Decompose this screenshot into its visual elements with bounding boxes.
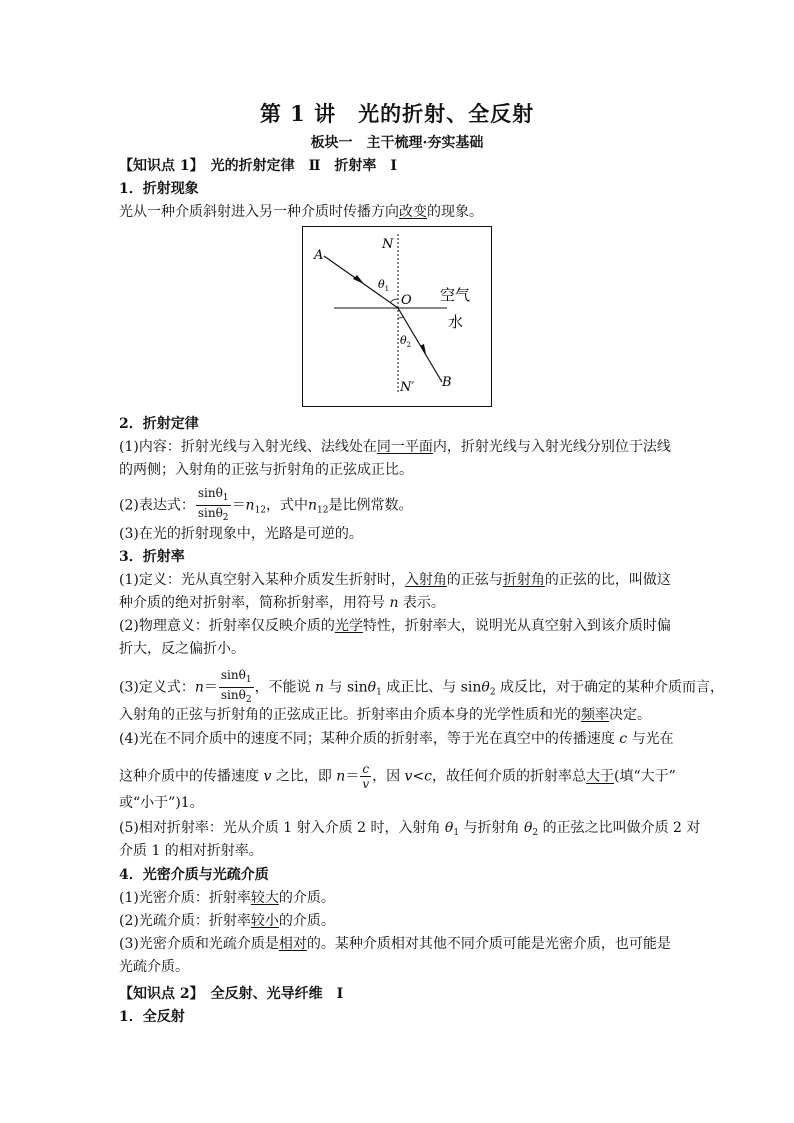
label-theta1: $\theta_1$ [378, 278, 390, 293]
speed-line-2: 这种介质中的传播速度 v 之比，即 n＝ $\frac{c}{v}$ ，因 v<c，故任何介质的折射率总大于(填“大于” [119, 762, 676, 791]
knowledge-point-1-heading: 【知识点 1】 光的折射定律 Ⅱ 折射率 Ⅰ [119, 158, 397, 174]
relative-index-line-1: (5)相对折射率：光从介质 1 射入介质 2 时，入射角 $\theta_1$ 与折射角 $\theta_2$ 的正弦之比叫做介质 2 对 [119, 820, 701, 838]
label-theta2: $\theta_2$ [400, 334, 412, 349]
theta2-arc [398, 317, 403, 318]
refraction-phenomenon-text: 光从一种介质斜射进入另一种介质时传播方向改变的现象。 [119, 204, 483, 220]
dense-medium-line: (1)光密介质：折射率较大的介质。 [119, 890, 335, 906]
law-reversibility: (3)在光的折射现象中，光路是可逆的。 [119, 526, 363, 542]
label-water: 水 [448, 313, 464, 331]
defining-formula-line: (3)定义式：n＝ $\frac{\sin\theta_1}{\sin\theta_2}$ ，不能说 n 与 sinθ$_1$ 成正比、与 sinθ$_2$ 成反比，对于确定的某种介质而言， [119, 668, 725, 705]
section-2-heading: 2．折射定律 [119, 416, 199, 432]
law-content-line-2: 的两侧；入射角的正弦与折射角的正弦成正比。 [119, 462, 413, 478]
speed-fraction: $\frac{c}{v}$ [362, 762, 370, 791]
index-definition-line-1: (1)定义：光从真空射入某种介质发生折射时，入射角的正弦与折射角的正弦的比，叫做这 [119, 572, 671, 588]
speed-line-1: (4)光在不同介质中的速度不同；某种介质的折射率，等于光在真空中的传播速度 c 与光在 [119, 731, 674, 747]
total-reflection-heading: 1．全反射 [119, 1009, 185, 1025]
relative-medium-line-2: 光疏介质。 [119, 959, 189, 975]
speed-line-3: 或“小于”)1。 [119, 795, 204, 811]
law-content-line-1: (1)内容：折射光线与入射光线、法线处在同一平面内，折射光线与入射光线分别位于法线 [119, 439, 671, 455]
label-a: A [314, 248, 324, 263]
label-air: 空气 [440, 286, 471, 304]
physical-meaning-line-2: 折大，反之偏折小。 [119, 641, 245, 657]
relative-index-line-2: 介质 1 的相对折射率。 [119, 843, 263, 859]
defining-formula-line-2: 入射角的正弦与折射角的正弦成正比。折射率由介质本身的光学性质和光的频率决定。 [119, 707, 651, 723]
section-3-heading: 3．折射率 [119, 549, 185, 565]
sine-ratio-fraction: $\frac{\sin\theta_1}{\sin\theta_2}$ [197, 486, 229, 523]
refraction-diagram [302, 226, 492, 407]
section-1-heading: 1．折射现象 [119, 181, 199, 197]
defining-fraction: $\frac{\sin\theta_1}{\sin\theta_2}$ [220, 668, 252, 705]
knowledge-point-2-heading: 【知识点 2】 全反射、光导纤维 Ⅰ [119, 986, 344, 1002]
theta1-arc [390, 299, 398, 303]
index-definition-line-2: 种介质的绝对折射率，简称折射率，用符号 n 表示。 [119, 595, 445, 611]
physical-meaning-line-1: (2)物理意义：折射率仅反映介质的光学特性，折射率大，说明光从真空射入到该介质时偏 [119, 618, 671, 634]
section-4-heading: 4．光密介质与光疏介质 [119, 867, 269, 883]
sparse-medium-line: (2)光疏介质：折射率较小的介质。 [119, 913, 335, 929]
incident-arrow-icon [353, 275, 364, 284]
page-title: 第 1 讲 光的折射、全反射 [259, 101, 535, 126]
label-o: O [401, 293, 412, 308]
label-n-prime: N′ [400, 380, 415, 395]
law-expression: (2)表达式： $\frac{\sin\theta_1}{\sin\theta_2}$ $=n_{12}$，式中$n_{12}$是比例常数。 [119, 486, 413, 523]
diagram-frame [303, 227, 492, 407]
relative-medium-line-1: (3)光密介质和光疏介质是相对的。某种介质相对其他不同介质可能是光密介质，也可能是 [119, 936, 671, 952]
section-subtitle: 板块一 主干梳理·夯实基础 [310, 135, 484, 151]
label-n: N [382, 237, 394, 252]
label-b: B [442, 375, 452, 390]
